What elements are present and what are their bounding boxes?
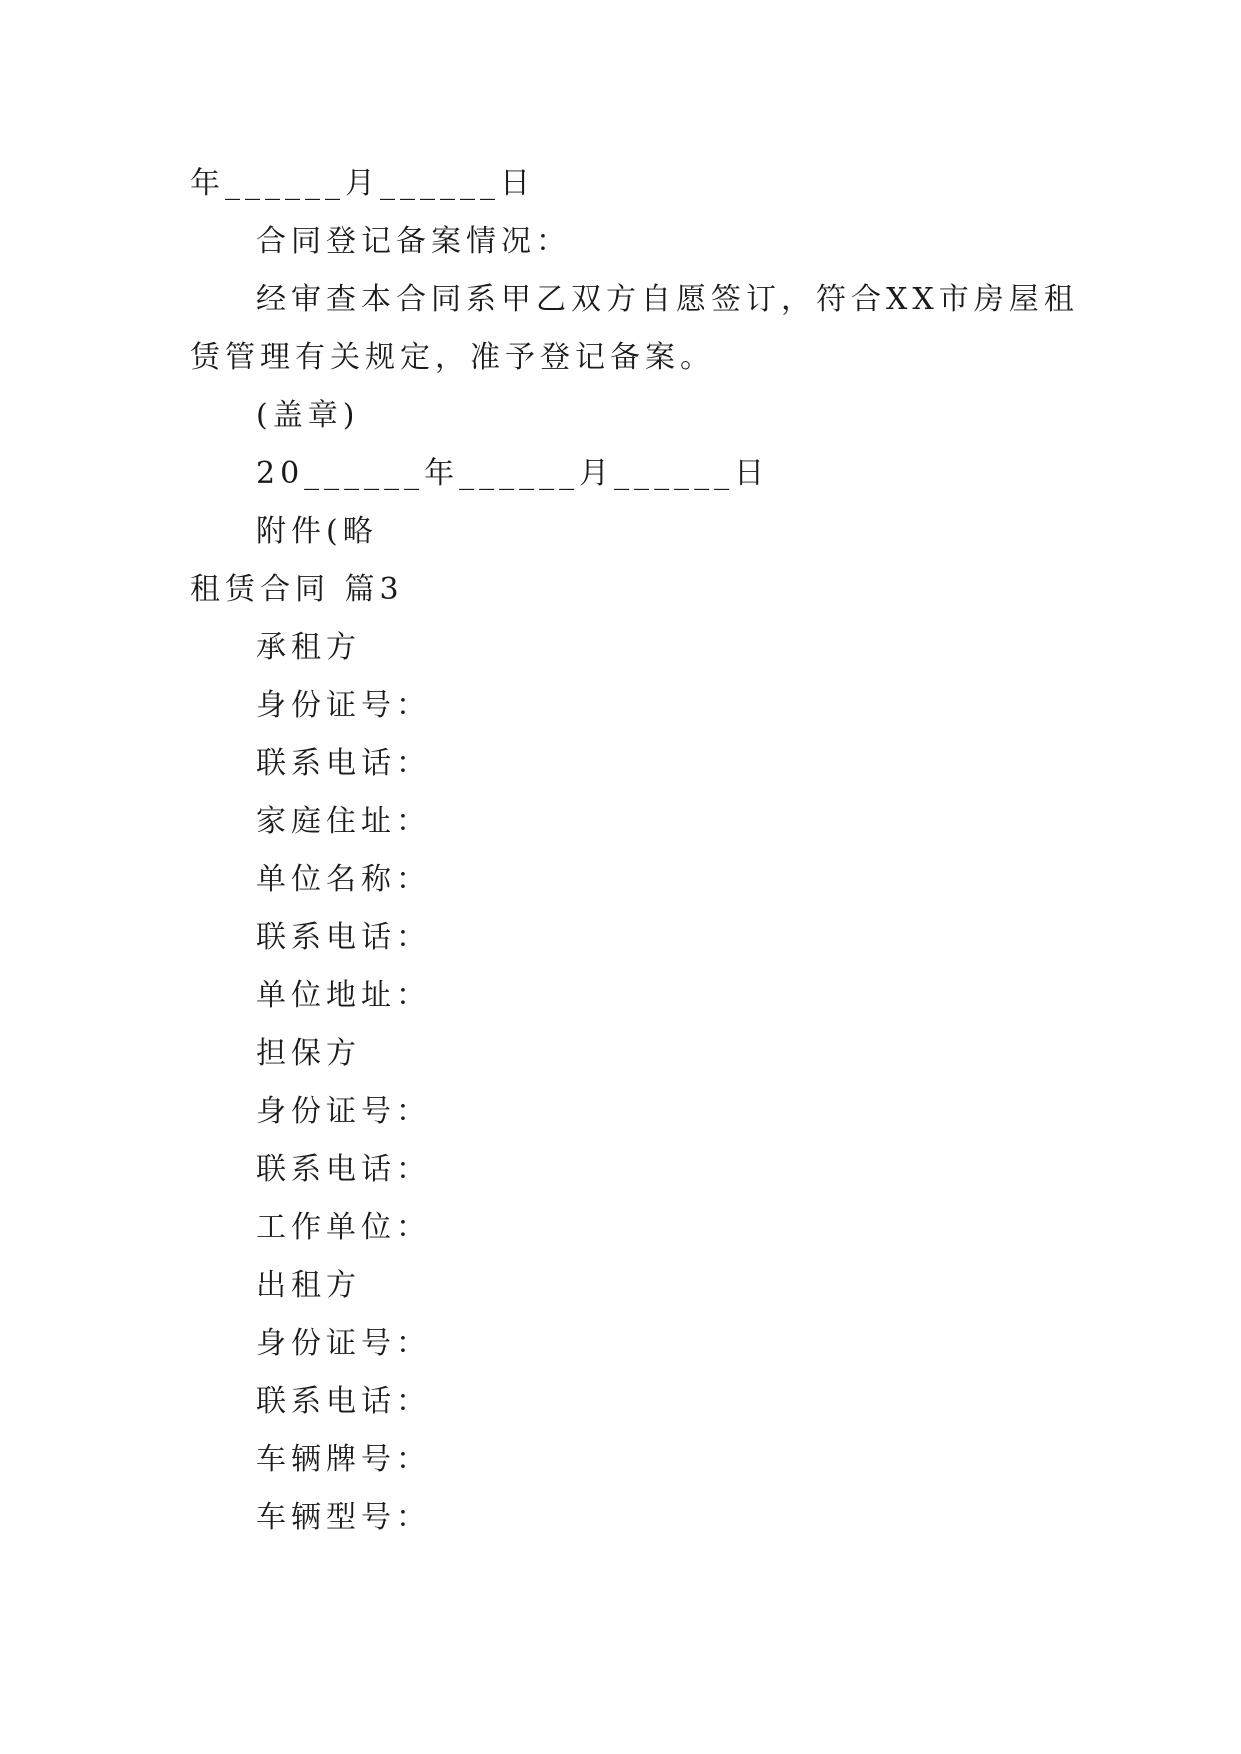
lessee-id-field: 身份证号：: [256, 688, 431, 723]
vehicle-plate-field: 车辆牌号：: [256, 1442, 431, 1477]
lessee-employer-phone-field: 联系电话：: [256, 920, 431, 955]
registration-date: 20______年______月______日: [256, 456, 770, 491]
review-statement-line-2: 赁管理有关规定，准予登记备案。: [190, 340, 715, 375]
registration-heading: 合同登记备案情况：: [256, 224, 571, 259]
section-title: 租赁合同 篇3: [190, 572, 404, 607]
attachment-note: 附件(略: [256, 514, 378, 549]
lessor-heading: 出租方: [256, 1268, 361, 1303]
lessee-employer-field: 单位名称：: [256, 862, 431, 897]
guarantor-id-field: 身份证号：: [256, 1094, 431, 1129]
vehicle-model-field: 车辆型号：: [256, 1500, 431, 1535]
lessee-phone-field: 联系电话：: [256, 746, 431, 781]
lessee-heading: 承租方: [256, 630, 361, 665]
lessee-employer-address-field: 单位地址：: [256, 978, 431, 1013]
guarantor-heading: 担保方: [256, 1036, 361, 1071]
date-line: 年______月______日: [190, 166, 535, 201]
lessor-id-field: 身份证号：: [256, 1326, 431, 1361]
lessee-address-field: 家庭住址：: [256, 804, 431, 839]
lessor-phone-field: 联系电话：: [256, 1384, 431, 1419]
review-statement-line-1: 经审查本合同系甲乙双方自愿签订，符合XX市房屋租: [256, 282, 1079, 317]
guarantor-phone-field: 联系电话：: [256, 1152, 431, 1187]
seal-note: (盖章): [256, 398, 360, 433]
guarantor-employer-field: 工作单位：: [256, 1210, 431, 1245]
